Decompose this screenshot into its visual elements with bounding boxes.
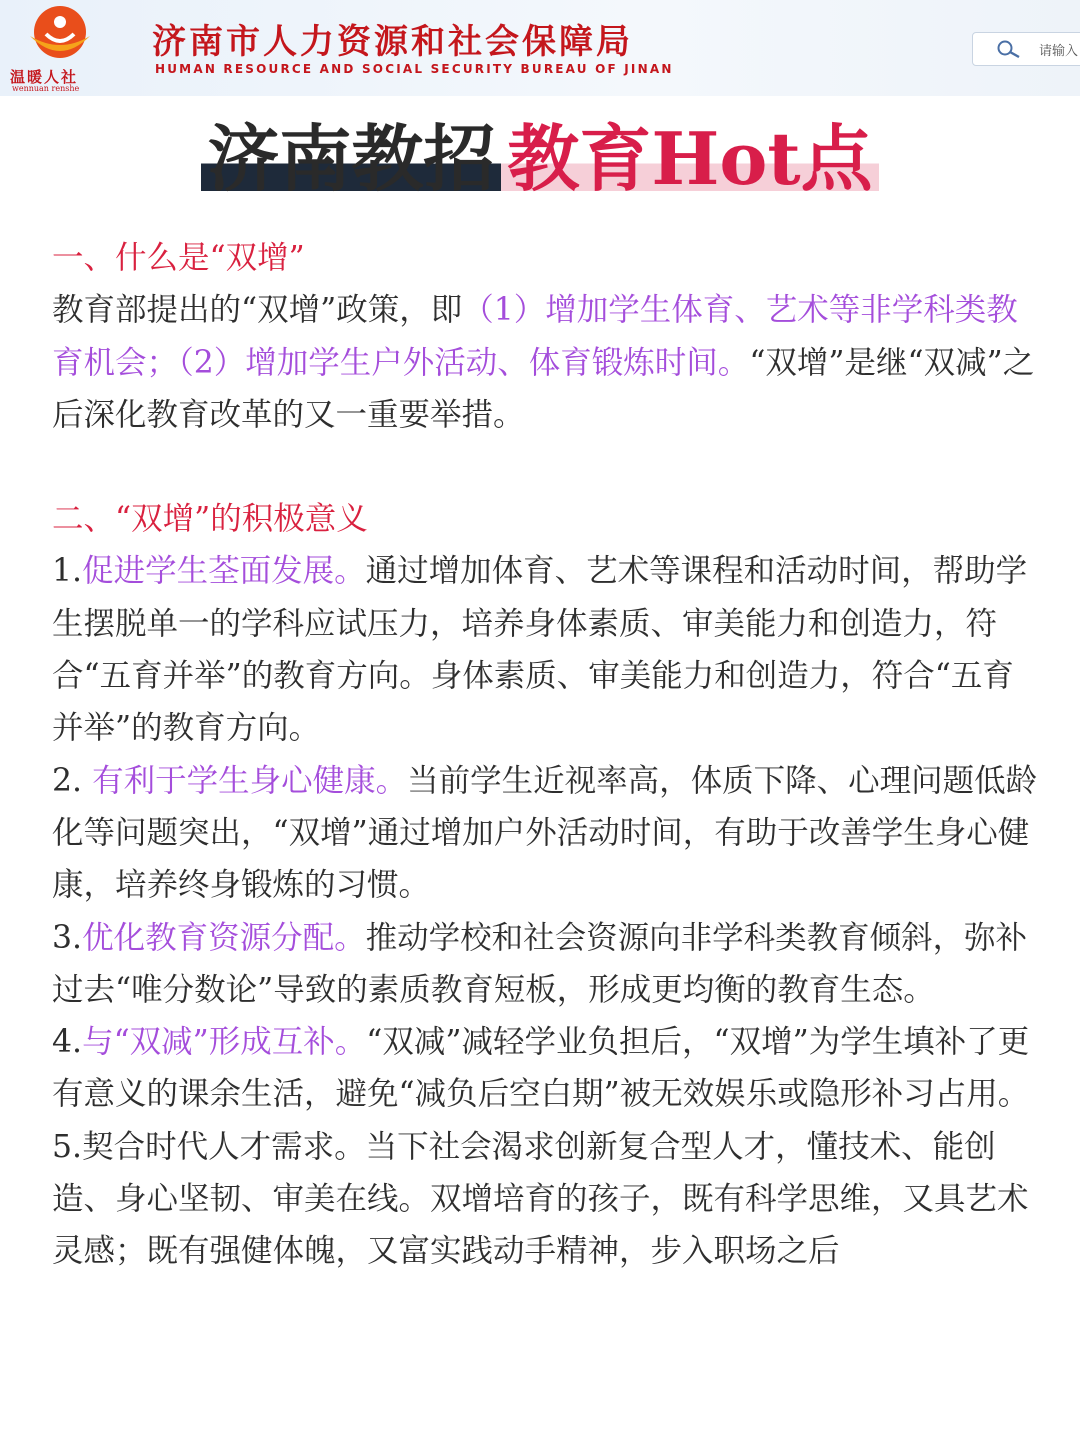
item-number: 5. bbox=[52, 1128, 83, 1165]
item-highlight: 促进学生荃面发展。 bbox=[82, 553, 366, 590]
page-title bbox=[0, 116, 1080, 202]
title-part-hot: 教育Hot点 bbox=[501, 116, 878, 201]
list-item bbox=[52, 1121, 1042, 1278]
search-icon[interactable] bbox=[995, 39, 1023, 59]
section-heading-2: 二、“双增”的积极意义 bbox=[52, 501, 368, 538]
item-highlight: 与“双减”形成互补。 bbox=[82, 1024, 367, 1061]
section-1-highlight-1: （1）增加学生体育、艺术等非学科类教育机会； bbox=[52, 292, 1018, 381]
section-1-intro: 教育部提出的“双增”政策，即 bbox=[52, 292, 463, 329]
item-number: 2. bbox=[52, 762, 93, 799]
section-1-outro: “双增”是继“双减”之后深化教育改革的又一重要举措。 bbox=[52, 344, 1035, 433]
list-item bbox=[52, 545, 1042, 754]
item-text: 契合时代人才需求。当下社会渴求创新复合型人才，懂技术、能创造、身心坚韧、审美在线。双增培育的孩子，既有科学思维，又具艺术灵感；既有强健体魄，又富实践动手精神，步入职场之后 bbox=[52, 1128, 1029, 1270]
item-text: 当前学生近视率高，体质下降、心理问题低龄化等问题突出，“双增”通过增加户外活动时间，有助于改善学生身心健康，培养终身锻炼的习惯。 bbox=[52, 762, 1038, 904]
item-number: 4. bbox=[52, 1024, 83, 1061]
list-item bbox=[52, 912, 1042, 1017]
item-number: 3. bbox=[52, 919, 83, 956]
search-placeholder: 请输入 bbox=[1039, 44, 1079, 59]
section-spacer bbox=[52, 441, 1042, 493]
section-heading-1: 一、什么是“双增” bbox=[52, 240, 305, 276]
title-part-jinan: 济南教招 bbox=[201, 116, 501, 201]
list-item bbox=[52, 1016, 1042, 1121]
logo-chinese-text: 温暖人社 bbox=[10, 68, 79, 86]
section-1-paragraph bbox=[52, 284, 1042, 441]
item-highlight: 有利于学生身心健康。 bbox=[92, 762, 408, 799]
item-text: 推动学校和社会资源向非学科类教育倾斜，弥补过去“唯分数论”导致的素质教育短板，形成更均衡的教育生态。 bbox=[52, 919, 1028, 1008]
site-header bbox=[0, 0, 1080, 96]
item-text: “双减”减轻学业负担后，“双增”为学生填补了更有意义的课余生活，避免“减负后空白期”被无效娱乐或隐形补习占用。 bbox=[52, 1024, 1030, 1113]
item-highlight: 优化教育资源分配。 bbox=[82, 919, 366, 956]
search-box[interactable] bbox=[972, 32, 1080, 66]
bureau-name-chinese: 济南市人力资源和社会保障局 bbox=[152, 22, 633, 62]
section-1-highlight-2: （2）增加学生户外活动、体育锻炼时间。 bbox=[178, 344, 750, 381]
logo-english-text: wennuan renshe bbox=[12, 84, 80, 93]
list-item bbox=[52, 755, 1042, 912]
bureau-logo[interactable] bbox=[8, 4, 118, 92]
item-text: 通过增加体育、艺术等课程和活动时间，帮助学生摆脱单一的学科应试压力，培养身体素质、审美能力和创造力，符合“五育并举”的教育方向。身体素质、审美能力和创造力，符合“五育并举”的教育方向。 bbox=[52, 553, 1028, 747]
logo-emblem-icon bbox=[20, 4, 100, 64]
bureau-name-english: HUMAN RESOURCE AND SOCIAL SECURITY BUREAU OF JINAN bbox=[155, 62, 674, 76]
item-number: 1. bbox=[52, 553, 83, 590]
article-body bbox=[52, 232, 1042, 1278]
